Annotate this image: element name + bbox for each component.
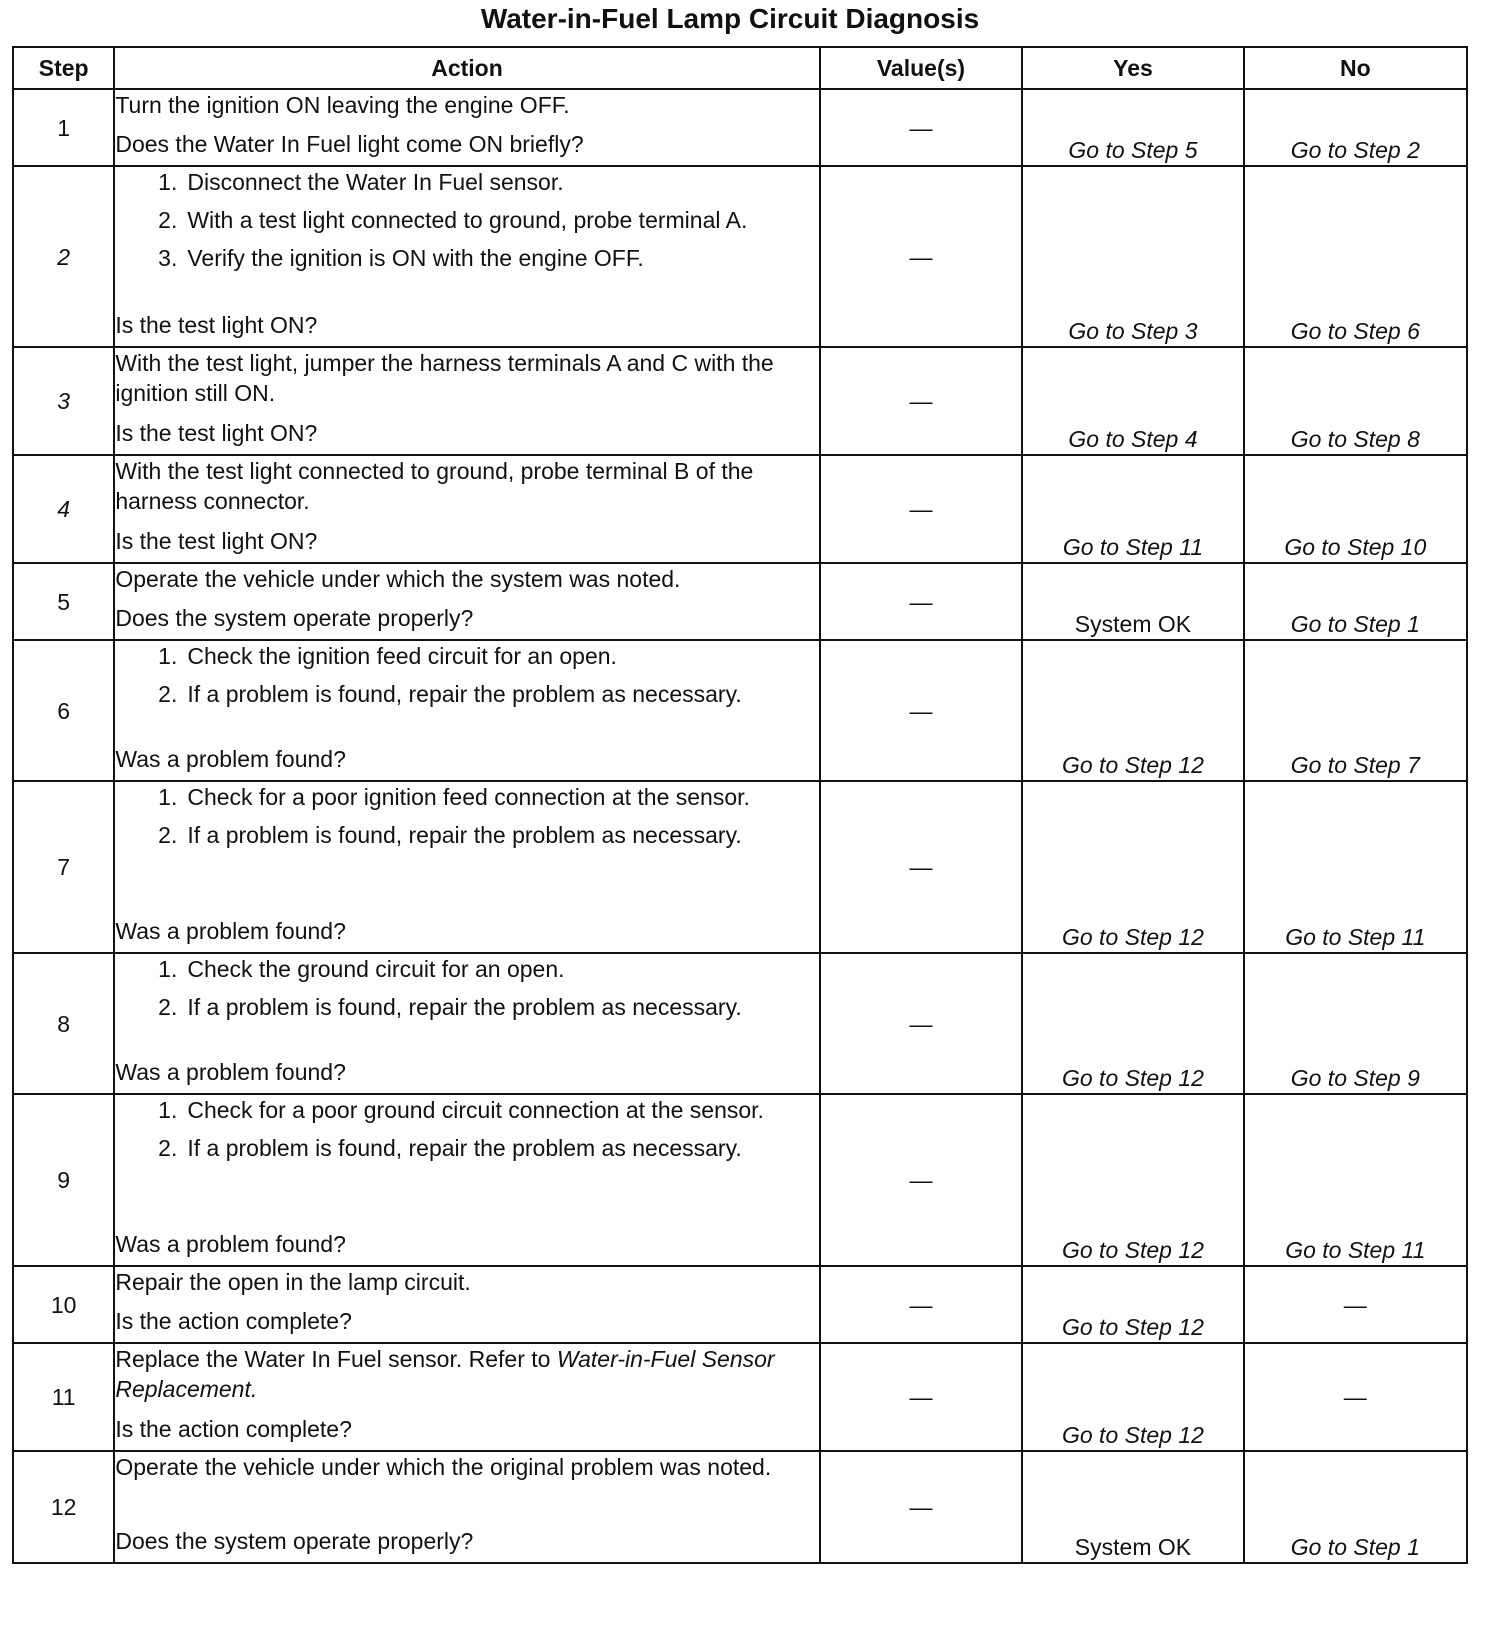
step-number: 12 (13, 1451, 114, 1563)
action-steps-list (115, 1095, 818, 1171)
action-question: Is the test light ON? (115, 312, 318, 338)
no-result: Go to Step 9 (1290, 1065, 1420, 1091)
table-row (13, 166, 1467, 347)
list-item-text: If a problem is found, repair the problem as necessary. (187, 994, 742, 1020)
yes-result: Go to Step 12 (1061, 1065, 1204, 1091)
list-item: 1. Check the ground circuit for an open. (115, 954, 818, 984)
value-cell: — (820, 781, 1023, 953)
action-steps-list (115, 954, 818, 1030)
list-item-text: If a problem is found, repair the problem as necessary. (187, 681, 742, 707)
yes-cell (1022, 1451, 1243, 1563)
action-text: With the test light connected to ground, probe terminal B of the harness connector. (115, 458, 754, 514)
yes-result: Go to Step 12 (1061, 1422, 1204, 1448)
yes-result: System OK (1074, 1534, 1192, 1560)
step-number: 6 (13, 640, 114, 781)
action-question: Was a problem found? (115, 1231, 346, 1257)
action-cell (114, 953, 819, 1094)
table-row (13, 455, 1467, 563)
value-cell: — (820, 89, 1023, 166)
list-item: 1. Check the ignition feed circuit for an open. (115, 641, 818, 671)
action-steps-list (115, 641, 818, 717)
header-row (13, 47, 1467, 89)
step-number: 3 (13, 347, 114, 455)
list-item: 1. Check for a poor ground circuit connection at the sensor. (115, 1095, 818, 1125)
action-cell (114, 455, 819, 563)
no-result: Go to Step 8 (1290, 426, 1420, 452)
no-result: Go to Step 1 (1290, 611, 1420, 637)
step-number: 9 (13, 1094, 114, 1266)
list-item-text: Check the ground circuit for an open. (187, 956, 565, 982)
table-row (13, 347, 1467, 455)
action-question: Was a problem found? (115, 1059, 346, 1085)
action-question: Is the test light ON? (115, 420, 318, 446)
table-row (13, 953, 1467, 1094)
step-number: 11 (13, 1343, 114, 1451)
value-cell: — (820, 640, 1023, 781)
no-result: Go to Step 10 (1284, 534, 1427, 560)
no-cell (1244, 1451, 1467, 1563)
action-question: Does the system operate properly? (115, 1528, 474, 1554)
list-item-text: If a problem is found, repair the problem as necessary. (187, 1135, 742, 1161)
no-cell (1244, 1266, 1467, 1343)
action-cell (114, 1451, 819, 1563)
action-steps-list (115, 782, 818, 858)
yes-cell (1022, 781, 1243, 953)
value-cell: — (820, 1343, 1023, 1451)
list-item: 1. Disconnect the Water In Fuel sensor. (115, 167, 818, 197)
column-header-step: Step (13, 47, 114, 89)
table-row (13, 1343, 1467, 1451)
yes-cell (1022, 1266, 1243, 1343)
yes-result: Go to Step 3 (1068, 318, 1198, 344)
action-cell (114, 1266, 819, 1343)
yes-cell (1022, 640, 1243, 781)
action-question: Is the action complete? (115, 1308, 352, 1334)
yes-result: Go to Step 12 (1061, 752, 1204, 778)
step-number: 5 (13, 563, 114, 640)
no-result: Go to Step 11 (1285, 924, 1426, 950)
list-item: 3. Verify the ignition is ON with the engine OFF. (115, 243, 818, 273)
step-number: 10 (13, 1266, 114, 1343)
column-header-action: Action (114, 47, 819, 89)
yes-result: Go to Step 5 (1068, 137, 1198, 163)
table-row (13, 1451, 1467, 1563)
no-cell (1244, 1343, 1467, 1451)
action-cell (114, 640, 819, 781)
procedure-reference: Water-in-Fuel Sensor Replacement. (115, 1346, 775, 1402)
no-cell (1244, 166, 1467, 347)
no-cell (1244, 563, 1467, 640)
yes-cell (1022, 563, 1243, 640)
action-cell (114, 1094, 819, 1266)
action-question: Was a problem found? (115, 746, 346, 772)
yes-cell (1022, 953, 1243, 1094)
action-cell (114, 1343, 819, 1451)
list-item: 2. With a test light connected to ground, probe terminal A. (115, 205, 818, 235)
yes-result: System OK (1074, 611, 1192, 637)
list-item: 2. If a problem is found, repair the problem as necessary. (115, 820, 818, 850)
no-cell (1244, 347, 1467, 455)
yes-result: Go to Step 12 (1061, 1314, 1204, 1340)
step-number: 7 (13, 781, 114, 953)
no-result: — (1343, 1384, 1367, 1410)
table-row (13, 89, 1467, 166)
no-cell (1244, 640, 1467, 781)
list-item-text: Check for a poor ignition feed connection at the sensor. (187, 784, 750, 810)
list-item: 1. Check for a poor ignition feed connection at the sensor. (115, 782, 818, 812)
value-cell: — (820, 953, 1023, 1094)
yes-result: Go to Step 4 (1068, 426, 1198, 452)
action-cell (114, 781, 819, 953)
action-question: Was a problem found? (115, 918, 346, 944)
no-cell (1244, 1094, 1467, 1266)
list-item-text: Check for a poor ground circuit connection at the sensor. (187, 1097, 764, 1123)
yes-cell (1022, 166, 1243, 347)
action-text (115, 1344, 818, 1404)
table-body (13, 89, 1467, 1563)
no-result: Go to Step 6 (1290, 318, 1420, 344)
table-row (13, 781, 1467, 953)
list-item-text: Verify the ignition is ON with the engine OFF. (187, 245, 644, 271)
yes-cell (1022, 455, 1243, 563)
list-item-text: With a test light connected to ground, probe terminal A. (187, 207, 748, 233)
value-cell: — (820, 166, 1023, 347)
no-result: Go to Step 2 (1290, 137, 1420, 163)
action-text: With the test light, jumper the harness terminals A and C with the ignition still ON. (115, 350, 774, 406)
yes-cell (1022, 1343, 1243, 1451)
table-row (13, 1266, 1467, 1343)
value-cell: — (820, 563, 1023, 640)
step-number: 1 (13, 89, 114, 166)
value-cell: — (820, 1094, 1023, 1266)
value-cell: — (820, 455, 1023, 563)
action-cell (114, 166, 819, 347)
no-result: Go to Step 1 (1290, 1534, 1420, 1560)
yes-result: Go to Step 12 (1061, 924, 1204, 950)
action-text: Operate the vehicle under which the original problem was noted. (115, 1454, 772, 1480)
list-item: 2. If a problem is found, repair the problem as necessary. (115, 992, 818, 1022)
action-cell (114, 347, 819, 455)
action-text-prefix: Replace the Water In Fuel sensor. Refer to (115, 1346, 557, 1372)
action-question: Does the Water In Fuel light come ON briefly? (115, 131, 584, 157)
value-cell: — (820, 1266, 1023, 1343)
column-header-values: Value(s) (820, 47, 1023, 89)
column-header-yes: Yes (1022, 47, 1243, 89)
table-row (13, 563, 1467, 640)
action-text: Turn the ignition ON leaving the engine OFF. (115, 92, 570, 118)
action-steps-list (115, 167, 818, 281)
table-row (13, 1094, 1467, 1266)
yes-cell (1022, 347, 1243, 455)
action-question: Is the test light ON? (115, 528, 318, 554)
no-result: Go to Step 11 (1285, 1237, 1426, 1263)
yes-cell (1022, 89, 1243, 166)
list-item-text: Disconnect the Water In Fuel sensor. (187, 169, 564, 195)
step-number: 4 (13, 455, 114, 563)
no-cell (1244, 953, 1467, 1094)
action-question: Is the action complete? (115, 1416, 352, 1442)
diagnosis-table (12, 46, 1468, 1564)
action-text: Operate the vehicle under which the system was noted. (115, 566, 681, 592)
yes-cell (1022, 1094, 1243, 1266)
value-cell: — (820, 347, 1023, 455)
no-result: Go to Step 7 (1290, 752, 1420, 778)
action-text: Repair the open in the lamp circuit. (115, 1269, 471, 1295)
action-question: Does the system operate properly? (115, 605, 474, 631)
column-header-no: No (1244, 47, 1467, 89)
list-item: 2. If a problem is found, repair the problem as necessary. (115, 679, 818, 709)
list-item: 2. If a problem is found, repair the problem as necessary. (115, 1133, 818, 1163)
no-cell (1244, 89, 1467, 166)
yes-result: Go to Step 12 (1061, 1237, 1204, 1263)
yes-result: Go to Step 11 (1062, 534, 1204, 560)
no-result: — (1343, 1291, 1367, 1318)
no-cell (1244, 455, 1467, 563)
list-item-text: If a problem is found, repair the problem as necessary. (187, 822, 742, 848)
table-row (13, 640, 1467, 781)
value-cell: — (820, 1451, 1023, 1563)
list-item-text: Check the ignition feed circuit for an open. (187, 643, 617, 669)
action-cell (114, 89, 819, 166)
no-cell (1244, 781, 1467, 953)
action-cell (114, 563, 819, 640)
page-title: Water-in-Fuel Lamp Circuit Diagnosis (480, 3, 980, 34)
step-number: 8 (13, 953, 114, 1094)
step-number: 2 (13, 166, 114, 347)
